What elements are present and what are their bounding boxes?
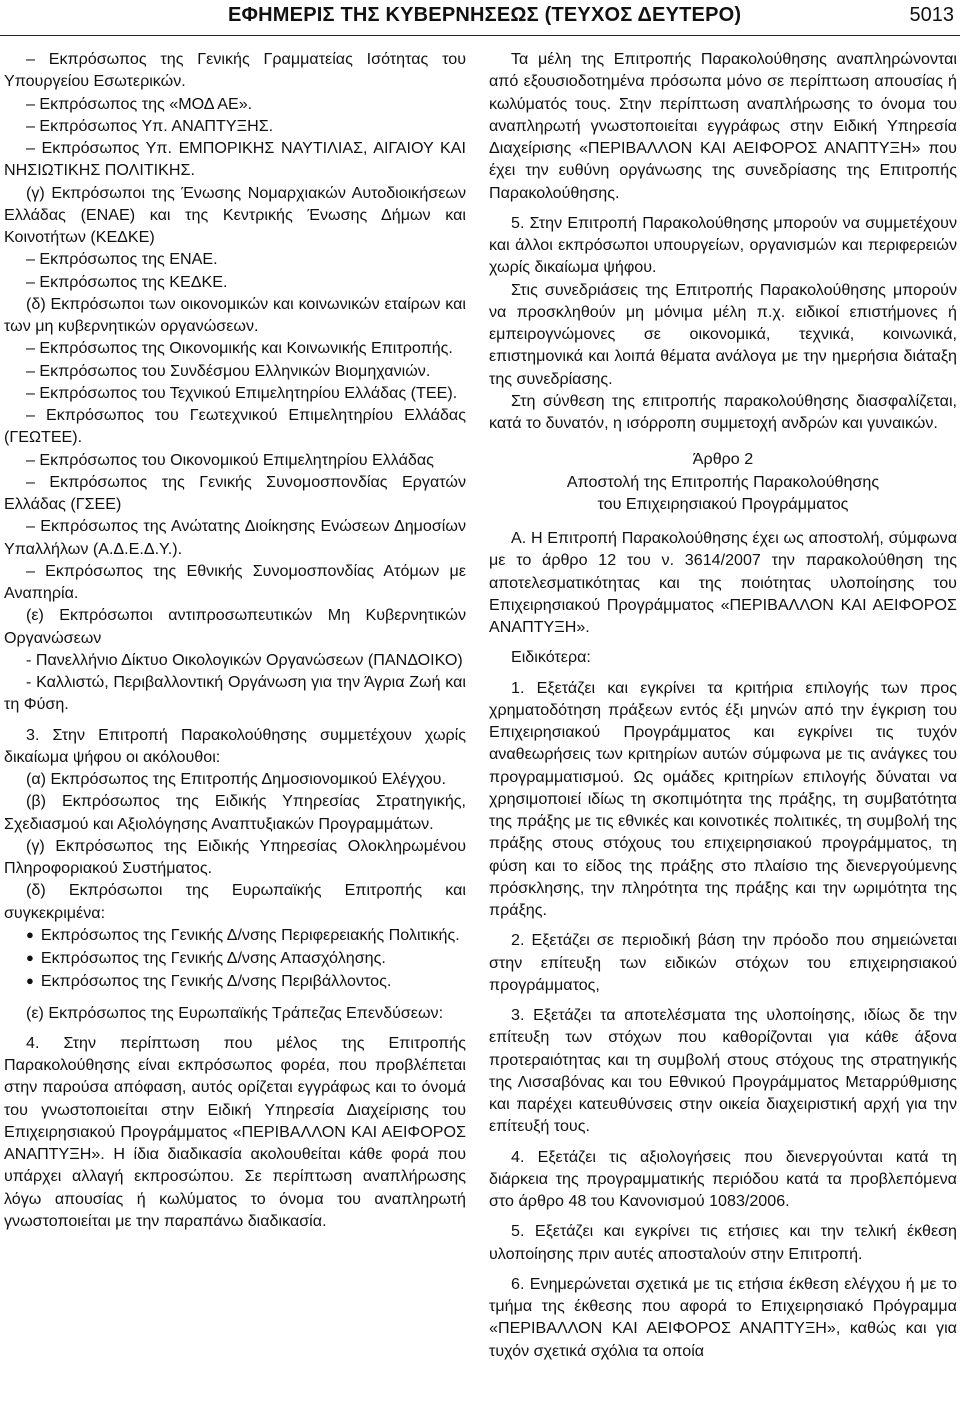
gazette-title: ΕΦΗΜΕΡΙΣ ΤΗΣ ΚΥΒΕΡΝΗΣΕΩΣ (ΤΕΥΧΟΣ ΔΕΥΤΕΡΟ) [228, 4, 742, 26]
paragraph: – Εκπρόσωπος της Γενικής Γραμματείας Ισότητας του Υπουργείου Εσωτερικών. [4, 50, 466, 91]
paragraph: Στις συνεδριάσεις της Επιτροπής Παρακολούθησης μπορούν να προσκληθούν μη μόνιμα μέλη π.χ. ειδικοί επιστήμονες ή εμπειρογνώμονες σε οικονομικά, τεχνικά, κοινωνικά, επιστημονικά και λοιπά θέματα ανάλογα με την ημερήσια διάταξη της συνεδρίασης. [489, 280, 957, 388]
bullet-item: ● Εκπρόσωπος της Γενικής Δ/νσης Περιφερειακής Πολιτικής. [4, 924, 466, 947]
right-column [489, 48, 957, 1362]
paragraph: 5. Στην Επιτροπή Παρακολούθησης μπορούν να συμμετέχουν και άλλοι εκπρόσωποι υπουργείων, οργανισμών και περιφερειών χωρίς δικαίωμα ψήφου. [489, 213, 957, 277]
paragraph: – Εκπρόσωπος της «ΜΟΔ ΑΕ». [26, 94, 253, 113]
paragraph: 3. Στην Επιτροπή Παρακολούθησης συμμετέχουν χωρίς δικαίωμα ψήφου οι ακόλουθοι: [4, 725, 466, 766]
page-header [0, 0, 960, 36]
paragraph: – Εκπρόσωπος του Οικονομικού Επιμελητηρίου Ελλάδας [26, 450, 434, 469]
paragraph: – Εκπρόσωπος της ΕΝΑΕ. [26, 250, 218, 269]
article-subheading: Αποστολή της Επιτροπής Παρακολούθησης [566, 472, 880, 491]
paragraph: Τα μέλη της Επιτροπής Παρακολούθησης αναπληρώνονται από εξουσιοδοτημένα πρόσωπα μόνο σε περίπτωση απουσίας ή κωλύματός τους. Στην περίπτωση αναπλήρωσης το όνομα του αναπληρωτή γνωστοποιείται εγγράφως στην Ειδική Υπηρεσία Διαχείρισης «ΠΕΡΙΒΑΛΛΟΝ ΚΑΙ ΑΕΙΦΟΡΟΣ ΑΝΑΠΤΥΞΗ» που έχει την ευθύνη οργάνωσης της συνεδρίασης της Επιτροπής Παρακολούθησης. [489, 50, 957, 202]
paragraph: 2. Εξετάζει σε περιοδική βάση την πρόοδο που σημειώνεται στην επίτευξη των ειδικών στόχων του επιχειρησιακού προγράμματος, [489, 931, 957, 994]
article-subheading: του Επιχειρησιακού Προγράμματος [597, 494, 849, 513]
paragraph: 6. Ενημερώνεται σχετικά με τις ετήσια έκθεση ελέγχου ή με το τμήμα της έκθεσης που αφορά το Επιχειρησιακό Πρόγραμμα «ΠΕΡΙΒΑΛΛΟΝ ΚΑΙ ΑΕΙΦΟΡΟΣ ΑΝΑΠΤΥΞΗ», καθώς και για τυχόν σχετικά σχόλια τα οποία [489, 1274, 957, 1360]
paragraph: - Πανελλήνιο Δίκτυο Οικολογικών Οργανώσεων (ΠΑΝΔΟΙΚΟ) [26, 650, 463, 669]
paragraph: (ε) Εκπρόσωποι αντιπροσωπευτικών Μη Κυβερνητικών Οργανώσεων [4, 606, 466, 647]
paragraph: – Εκπρόσωπος του Συνδέσμου Ελληνικών Βιομηχανιών. [26, 361, 431, 380]
bullet-item: ● Εκπρόσωπος της Γενικής Δ/νσης Απασχόλησης. [4, 947, 466, 970]
paragraph: 4. Στην περίπτωση που μέλος της Επιτροπής Παρακολούθησης είναι εκπρόσωπος φορέα, που προβλέπεται στην παρούσα απόφαση, αυτός ορίζεται εγγράφως και το όνομά του γνωστοποιείται στην Ειδική Υπηρεσία Διαχείρισης του Επιχειρησιακού Προγράμματος «ΠΕΡΙΒΑΛΛΟΝ ΚΑΙ ΑΕΙΦΟΡΟΣ ΑΝΑΠΤΥΞΗ». Η ίδια διαδικασία ακολουθείται κάθε φορά που υπάρχει αλλαγή εκπροσώπου. Σε περίπτωση αναπλήρωσης λόγω απουσίας ή κωλύματος το όνομα του αναπληρωτή γνωστοποιείται με την παραπάνω διαδικασία. [4, 1033, 466, 1230]
paragraph: (γ) Εκπρόσωπος της Ειδικής Υπηρεσίας Ολοκληρωμένου Πληροφοριακού Συστήματος. [4, 836, 466, 877]
paragraph: – Εκπρόσωπος του Γεωτεχνικού Επιμελητηρίου Ελλάδας (ΓΕΩΤΕΕ). [4, 406, 466, 447]
paragraph: (ε) Εκπρόσωπος της Ευρωπαϊκής Τράπεζας Επενδύσεων: [26, 1003, 444, 1022]
paragraph: – Εκπρόσωπος Υπ. ΕΜΠΟΡΙΚΗΣ ΝΑΥΤΙΛΙΑΣ, ΑΙΓΑΙΟΥ ΚΑΙ ΝΗΣΙΩΤΙΚΗΣ ΠΟΛΙΤΙΚΗΣ. [4, 139, 466, 180]
paragraph: – Εκπρόσωπος του Τεχνικού Επιμελητηρίου Ελλάδας (ΤΕΕ). [26, 383, 458, 402]
article-heading: Άρθρο 2 [692, 450, 754, 469]
paragraph: Ειδικότερα: [511, 648, 591, 667]
paragraph: (δ) Εκπρόσωποι της Ευρωπαϊκής Επιτροπής και συγκεκριμένα: [4, 881, 466, 922]
page-number: 5013 [909, 4, 954, 26]
paragraph: – Εκπρόσωπος Υπ. ΑΝΑΠΤΥΞΗΣ. [26, 116, 274, 135]
paragraph: 3. Εξετάζει τα αποτελέσματα της υλοποίησης, ιδίως δε την επίτευξη των στόχων που καθορίζονται για κάθε άξονα προτεραιότητας και τη συμβολή στους στόχους της στρατηγικής της Λισσαβόνας και του Εθνικού Προγράμματος Μεταρρύθμισης και παρέχει κατευθύνσεις στην οικεία διαχειριστική αρχή για την επίτευξή τους. [489, 1006, 957, 1136]
paragraph: 4. Εξετάζει τις αξιολογήσεις που διενεργούνται κατά τη διάρκεια της προγραμματικής περιόδου κατά τα προβλεπόμενα στο άρθρο 48 του Κανονισμού 1083/2006. [489, 1147, 957, 1210]
paragraph: (γ) Εκπρόσωποι της Ένωσης Νομαρχιακών Αυτοδιοικήσεων Ελλάδας (ΕΝΑΕ) και της Κεντρικής Ένωσης Δήμων και Κοινοτήτων (ΚΕΔΚΕ) [4, 183, 466, 246]
paragraph: – Εκπρόσωπος της Οικονομικής και Κοινωνικής Επιτροπής. [26, 339, 453, 358]
paragraph: - Καλλιστώ, Περιβαλλοντική Οργάνωση για την Άγρια Ζωή και τη Φύση. [4, 673, 466, 714]
left-column [4, 48, 466, 1232]
paragraph: (β) Εκπρόσωπος της Ειδικής Υπηρεσίας Στρατηγικής, Σχεδιασμού και Αξιολόγησης Αναπτυξιακών Προγραμμάτων. [4, 792, 466, 833]
paragraph: 5. Εξετάζει και εγκρίνει τις ετήσιες και την τελική έκθεση υλοποίησης πριν αυτές αποσταλούν στην Επιτροπή. [489, 1222, 957, 1263]
bullet-item: ● Εκπρόσωπος της Γενικής Δ/νσης Περιβάλλοντος. [4, 970, 466, 993]
paragraph: (α) Εκπρόσωπος της Επιτροπής Δημοσιονομικού Ελέγχου. [26, 770, 446, 788]
paragraph: – Εκπρόσωπος της ΚΕΔΚΕ. [26, 272, 228, 291]
paragraph: Στη σύνθεση της επιτροπής παρακολούθησης διασφαλίζεται, κατά το δυνατόν, η ισόρροπη συμμετοχή ανδρών και γυναικών. [489, 391, 957, 432]
paragraph: (δ) Εκπρόσωποι των οικονομικών και κοινωνικών εταίρων και των μη κυβερνητικών οργανώσεων. [4, 294, 466, 335]
paragraph: – Εκπρόσωπος της Γενικής Συνομοσπονδίας Εργατών Ελλάδας (ΓΣΕΕ) [4, 472, 466, 513]
paragraph: – Εκπρόσωπος της Ανώτατης Διοίκησης Ενώσεων Δημοσίων Υπαλλήλων (Α.Δ.Ε.Δ.Υ.). [4, 517, 466, 558]
paragraph: Α. Η Επιτροπή Παρακολούθησης έχει ως αποστολή, σύμφωνα με το άρθρο 12 του ν. 3614/2007 την παρακολούθηση της αποτελεσματικότητας και της ποιότητας υλοποίησης του Επιχειρησιακού Προγράμματος «ΠΕΡΙΒΑΛΛΟΝ ΚΑΙ ΑΕΙΦΟΡΟΣ ΑΝΑΠΤΥΞΗ». [489, 529, 957, 636]
paragraph: – Εκπρόσωπος της Εθνικής Συνομοσπονδίας Ατόμων με Αναπηρία. [4, 561, 466, 602]
paragraph: 1. Εξετάζει και εγκρίνει τα κριτήρια επιλογής των προς χρηματοδότηση πράξεων εντός έξι μηνών από την έγκριση του Επιχειρησιακού Προγράμματος και εγκρίνει τις τυχόν αναθεωρήσεις των κριτηρίων αυτών σύμφωνα με τις ανάγκες του προγραμματισμού. Ως ομάδες κριτηρίων επιλογής δύναται να χρησιμοποιεί ιδίως τη σκοπιμότητα της πράξης, τη συμβατότητα της πράξης με τις εθνικές και κοινοτικές πολιτικές, τη συμβολή της πράξης στους στόχους του επιχειρησιακού προγράμματος, τη φύση και το είδος της πράξης στο πλαίσιο της διενεργούμενης πρόσκλησης, την πληρότητα της πράξης και την ωριμότητα της πράξης. [489, 678, 957, 919]
